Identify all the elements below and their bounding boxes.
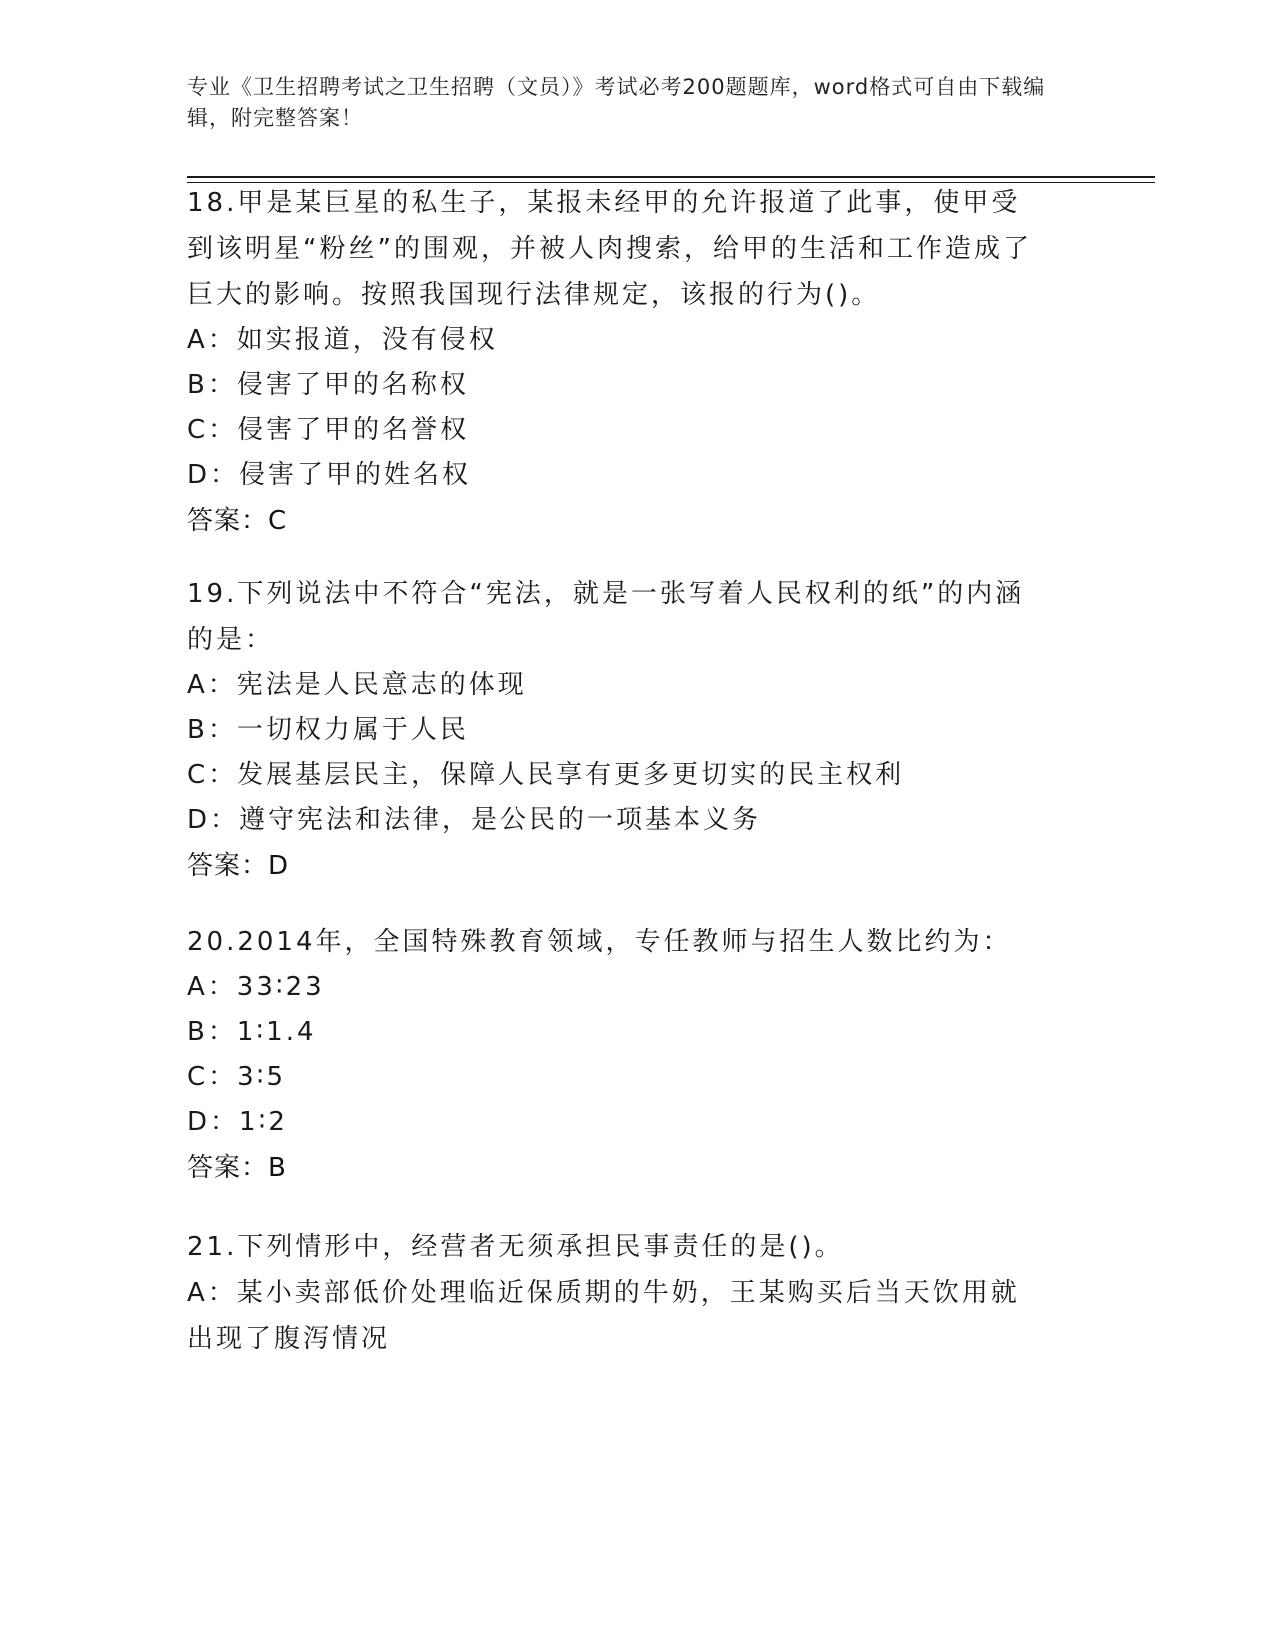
option-a: A：33∶23 <box>187 972 325 1002</box>
question-stem: 21.下列情形中，经营者无须承担民事责任的是()。 <box>187 1232 844 1262</box>
option-a: A：如实报道，没有侵权 <box>187 325 498 355</box>
option-c: C：侵害了甲的名誉权 <box>187 415 470 445</box>
answer-label: 答案：C <box>187 506 288 536</box>
question-18 <box>187 180 1067 544</box>
document-header: 专业《卫生招聘考试之卫生招聘（文员）》考试必考200题题库，word格式可自由下载编辑，附完整答案！ <box>187 75 1046 130</box>
question-stem: 18.甲是某巨星的私生子，某报未经甲的允许报道了此事，使甲受到该明星“粉丝”的围观，并被人肉搜索，给甲的生活和工作造成了巨大的影响。按照我国现行法律规定，该报的行为()。 <box>187 188 1032 310</box>
option-b: B：侵害了甲的名称权 <box>187 370 469 400</box>
question-stem: 19.下列说法中不符合“宪法，就是一张写着人民权利的纸”的内涵的是： <box>187 579 1025 655</box>
option-d: D：侵害了甲的姓名权 <box>187 460 472 490</box>
option-b: B：1∶1.4 <box>187 1017 317 1047</box>
header-divider <box>187 176 1155 178</box>
option-d: D：1∶2 <box>187 1107 288 1137</box>
option-c: C：发展基层民主，保障人民享有更多更切实的民主权利 <box>187 760 905 790</box>
option-a: A：宪法是人民意志的体现 <box>187 670 527 700</box>
question-21 <box>187 1224 1067 1362</box>
question-stem: 20.2014年，全国特殊教育领域，专任教师与招生人数比约为： <box>187 927 1012 957</box>
answer-label: 答案：B <box>187 1153 287 1183</box>
option-b: B：一切权力属于人民 <box>187 715 469 745</box>
question-20 <box>187 919 1067 1191</box>
answer-label: 答案：D <box>187 851 290 881</box>
option-d: D：遵守宪法和法律，是公民的一项基本义务 <box>187 805 762 835</box>
question-19 <box>187 571 1067 889</box>
option-a: A：某小卖部低价处理临近保质期的牛奶，王某购买后当天饮用就出现了腹泻情况 <box>187 1278 1020 1354</box>
option-c: C：3∶5 <box>187 1062 287 1092</box>
